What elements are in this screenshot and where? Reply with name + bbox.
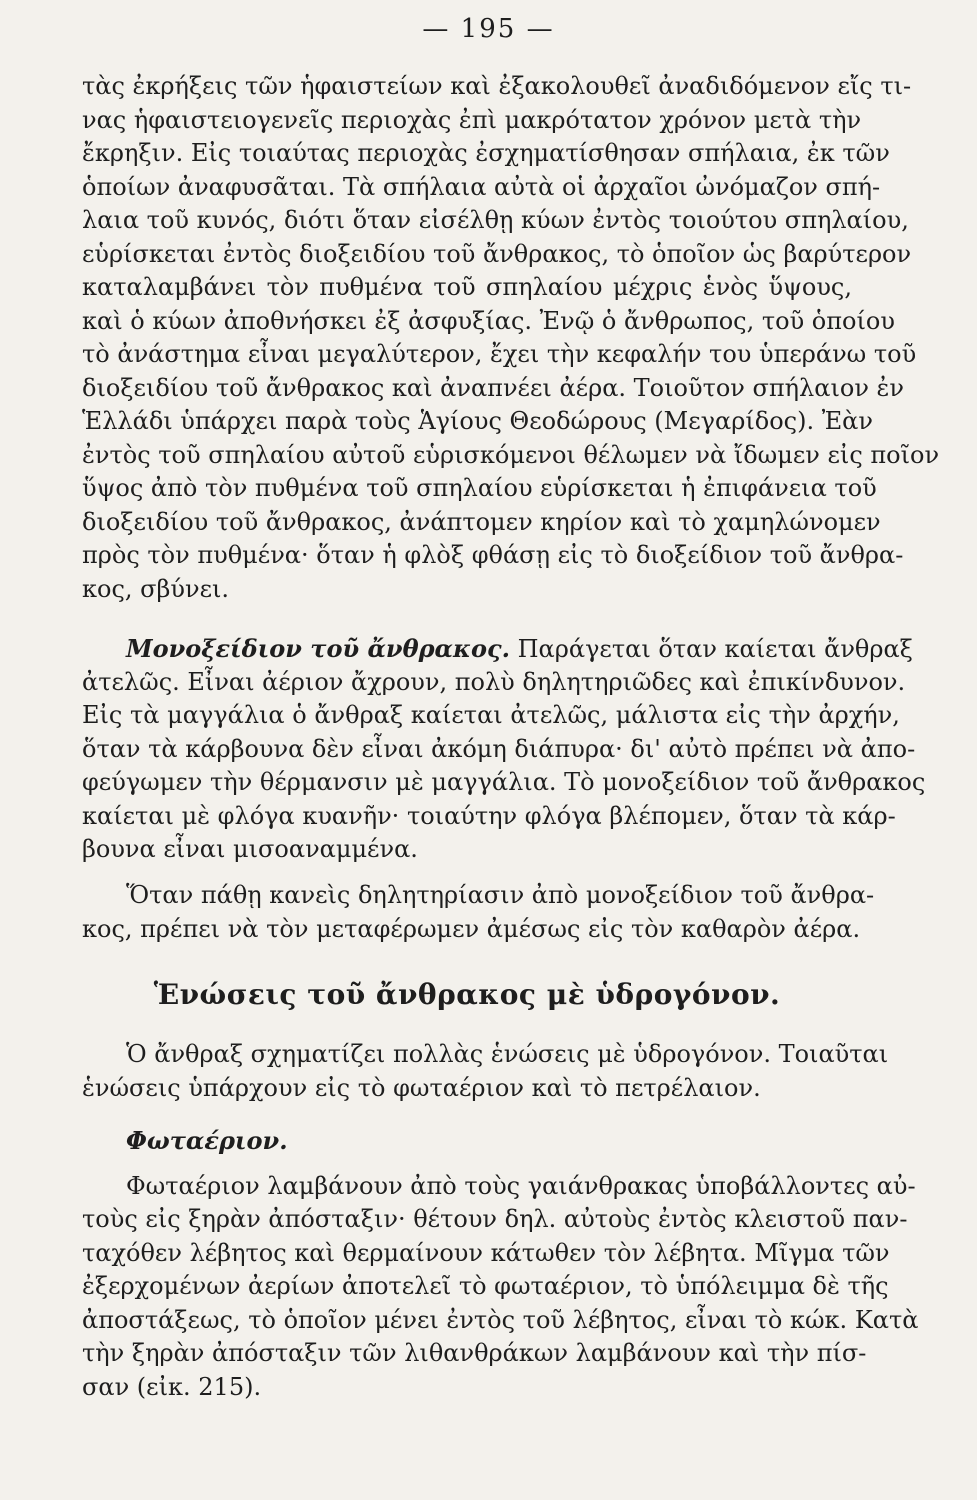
paragraph-poisoning xyxy=(82,879,875,946)
text-line: κος, σβύνει. xyxy=(82,574,230,603)
paragraph-coal-gas xyxy=(82,1124,919,1404)
text-line: ὕψος ἀπὸ τὸν πυθμένα τοῦ σπηλαίου εὑρίσκεται ἡ ἐπιφάνεια τοῦ xyxy=(82,474,877,502)
paragraph-carbon-monoxide xyxy=(82,632,926,867)
text-line: διοξειδίου τοῦ ἄνθρακος, ἀνάπτομεν κηρίον καὶ τὸ χαμηλώνομεν xyxy=(82,507,881,536)
section-heading: Ἑνώσεις τοῦ ἄνθρακος μὲ ὑδρογόνον. xyxy=(153,978,781,1011)
text-line: κος, πρέπει νὰ τὸν μεταφέρωμεν ἀμέσως εἰς τὸν καθαρὸν ἀέρα. xyxy=(82,914,861,943)
text-line: ὁποίων ἀναφυσᾶται. Τὰ σπήλαια αὐτὰ οἱ ἀρχαῖοι ὠνόμαζον σπή- xyxy=(82,172,881,201)
text-line: ἐντὸς τοῦ σπηλαίου αὐτοῦ εὑρισκόμενοι θέλωμεν νὰ ἴδωμεν εἰς ποῖον xyxy=(82,440,940,469)
text-line: καὶ ὁ κύων ἀποθνήσκει ἐξ ἀσφυξίας. Ἐνῷ ὁ ἄνθρωπος, τοῦ ὁποίου xyxy=(82,306,895,335)
subheading: Φωταέριον. xyxy=(126,1126,288,1155)
paragraph-caves xyxy=(82,70,940,606)
text-line: εὑρίσκεται ἐντὸς διοξειδίου τοῦ ἄνθρακος, τὸ ὁποῖον ὡς βαρύτερον xyxy=(82,239,912,268)
text-line: νας ἡφαιστειογενεῖς περιοχὰς ἐπὶ μακρότατον χρόνον μετὰ τὴν xyxy=(82,105,862,134)
text-line: ταχόθεν λέβητος καὶ θερμαίνουν κάτωθεν τὸν λέβητα. Μῖγμα τῶν xyxy=(82,1238,890,1267)
spacer xyxy=(82,1158,852,1170)
text-line: ἐξερχομένων ἀερίων ἀποτελεῖ τὸ φωταέριον, τὸ ὑπόλειμμα δὲ τῆς xyxy=(82,1272,889,1300)
page-number: — 195 — xyxy=(422,14,555,44)
text-line: τὸ ἀνάστημα εἶναι μεγαλύτερον, ἔχει τὴν κεφαλήν του ὑπεράνω τοῦ xyxy=(82,340,917,368)
text-line: λαια τοῦ κυνός, διότι ὅταν εἰσέλθῃ κύων ἐντὸς τοιούτου σπηλαίου, xyxy=(82,206,909,234)
text-line: ἀποστάξεως, τὸ ὁποῖον μένει ἐντὸς τοῦ λέβητος, εἶναι τὸ κώκ. Κατὰ xyxy=(82,1305,919,1334)
text-line: καίεται μὲ φλόγα κυανῆν· τοιαύτην φλόγα βλέπομεν, ὅταν τὰ κάρ- xyxy=(82,801,896,830)
text-line: ὅταν τὰ κάρβουνα δὲν εἶναι ἀκόμη διάπυρα· δι' αὐτὸ πρέπει νὰ ἀπο- xyxy=(82,734,916,763)
text-line: σαν (εἰκ. 215). xyxy=(82,1372,262,1401)
text-line: Ὅταν πάθῃ κανεὶς δηλητηρίασιν ἀπὸ μονοξείδιον τοῦ ἄνθρα- xyxy=(126,881,875,909)
inline-heading: Μονοξείδιον τοῦ ἄνθρακος. xyxy=(126,634,510,663)
text-line-with-heading xyxy=(82,632,913,666)
text-line: τοὺς εἰς ξηρὰν ἀπόσταξιν· θέτουν δηλ. αὐτοὺς ἐντὸς κλειστοῦ παν- xyxy=(82,1205,908,1233)
text-line: ἑνώσεις ὑπάρχουν εἰς τὸ φωταέριον καὶ τὸ πετρέλαιον. xyxy=(82,1073,761,1102)
text-line: φεύγωμεν τὴν θέρμανσιν μὲ μαγγάλια. Τὸ μονοξείδιον τοῦ ἄνθρακος xyxy=(82,768,926,796)
text-line: ἀτελῶς. Εἶναι ἀέριον ἄχρουν, πολὺ δηλητηριῶδες καὶ ἐπικίνδυνον. xyxy=(82,667,906,696)
text-line: τὴν ξηρὰν ἀπόσταξιν τῶν λιθανθράκων λαμβάνουν καὶ τὴν πίσ- xyxy=(82,1339,867,1367)
text-line: Ὁ ἄνθραξ σχηματίζει πολλὰς ἑνώσεις μὲ ὑδρογόνον. Τοιαῦται xyxy=(126,1040,889,1068)
text-line: καταλαμβάνει τὸν πυθμένα τοῦ σπηλαίου μέχρις ἑνὸς ὕψους, xyxy=(82,273,852,301)
text-line: Φωταέριον λαμβάνουν ἀπὸ τοὺς γαιάνθρακας ὑποβάλλοντες αὐ- xyxy=(126,1171,916,1200)
text-line: πρὸς τὸν πυθμένα· ὅταν ἡ φλὸξ φθάσῃ εἰς τὸ διοξείδιον τοῦ ἄνθρα- xyxy=(82,541,904,569)
text-line: τὰς ἐκρήξεις τῶν ἡφαιστείων καὶ ἐξακολουθεῖ ἀναδιδόμενον εἴς τι- xyxy=(82,72,912,100)
text-line: βουνα εἶναι μισοαναμμένα. xyxy=(82,835,418,863)
text-line: Εἰς τὰ μαγγάλια ὁ ἄνθραξ καίεται ἀτελῶς, μάλιστα εἰς τὴν ἀρχήν, xyxy=(82,701,900,729)
paragraph-hydrocarbons xyxy=(82,1038,889,1105)
text-line: διοξειδίου τοῦ ἄνθρακος καὶ ἀναπνέει ἀέρα. Τοιοῦτον σπήλαιον ἐν xyxy=(82,373,905,402)
text-fragment: Παράγεται ὅταν καίεται ἄνθραξ xyxy=(517,635,913,663)
text-line: ἔκρηξιν. Εἰς τοιαύτας περιοχὰς ἐσχηματίσθησαν σπήλαια, ἐκ τῶν xyxy=(82,139,890,167)
text-line: Ἑλλάδι ὑπάρχει παρὰ τοὺς Ἁγίους Θεοδώρους (Μεγαρίδος). Ἐὰν xyxy=(82,407,873,435)
